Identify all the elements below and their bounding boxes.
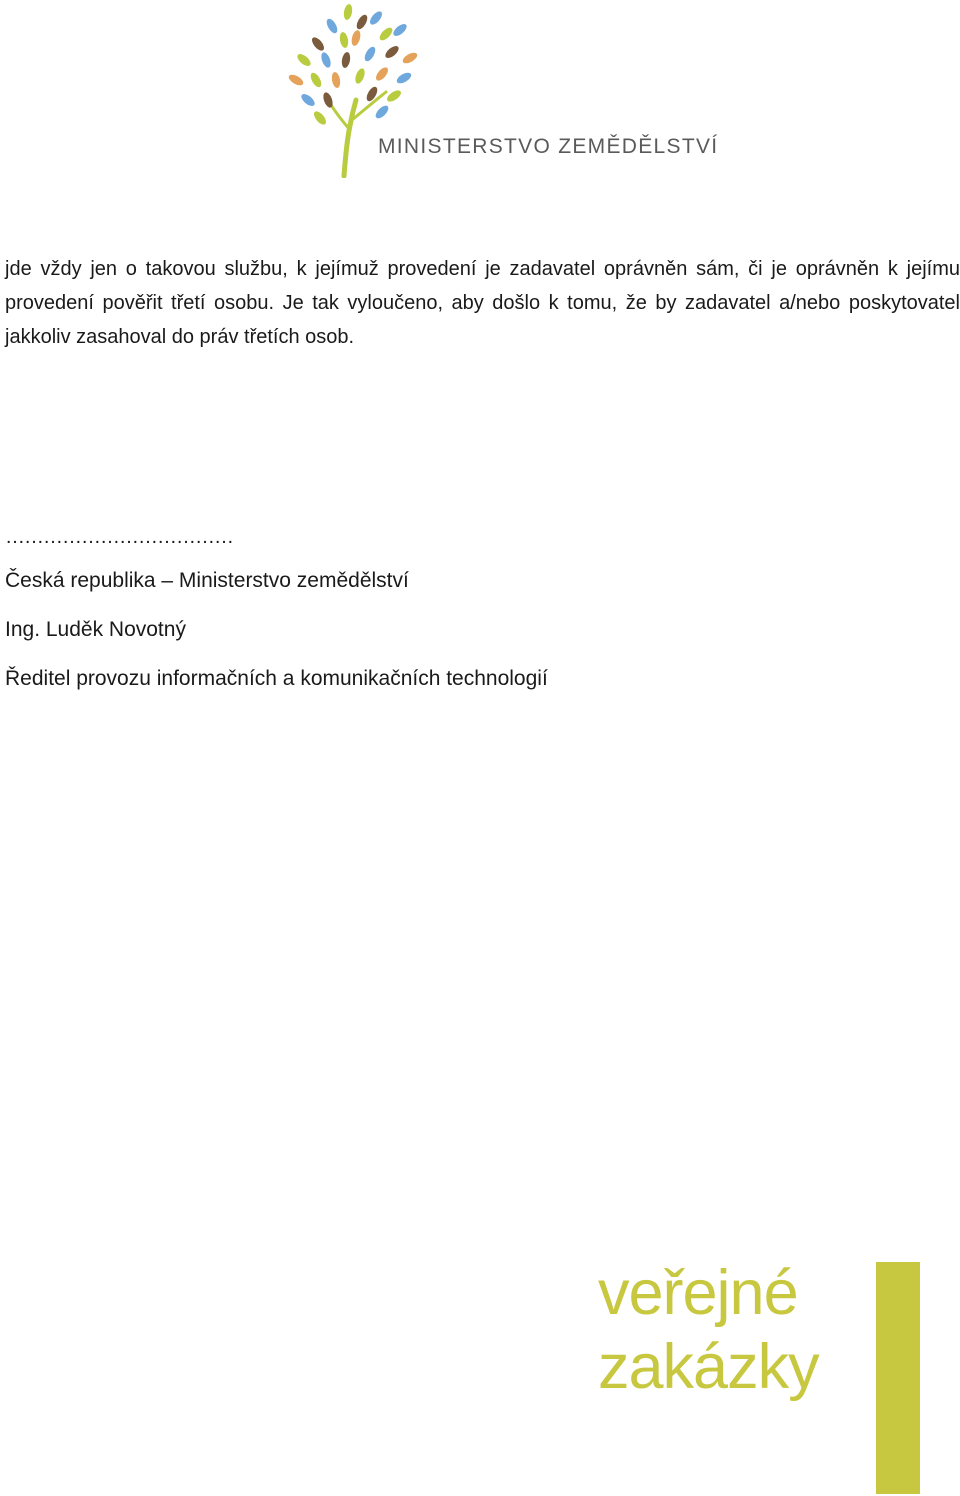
signature-name: Ing. Luděk Novotný [5,618,186,641]
ministry-logo [286,0,719,180]
ministry-name: MINISTERSTVO ZEMĚDĚLSTVÍ [378,135,719,158]
signature-dots: ……………………………… [5,526,233,548]
body-paragraph: jde vždy jen o takovou službu, k jejímuž provedení je zadavatel oprávněn sám, či je oprávněn k jejímu provedení pověřit třetí osobu. Je tak vyloučeno, aby došlo k tomu, že by zadavatel a/nebo poskytovatel jakkoliv zasahoval do práv třetích osob. [5,258,960,348]
footer-logo-line2: zakázky [598,1332,819,1402]
signature-title: Ředitel provozu informačních a komunikačních technologií [5,667,548,690]
footer-logo-bar [876,1262,920,1494]
signature-organization: Česká republika – Ministerstvo zemědělství [5,569,409,592]
footer-logo-line1: veřejné [598,1258,798,1328]
verejne-zakazky-logo [590,1258,930,1496]
